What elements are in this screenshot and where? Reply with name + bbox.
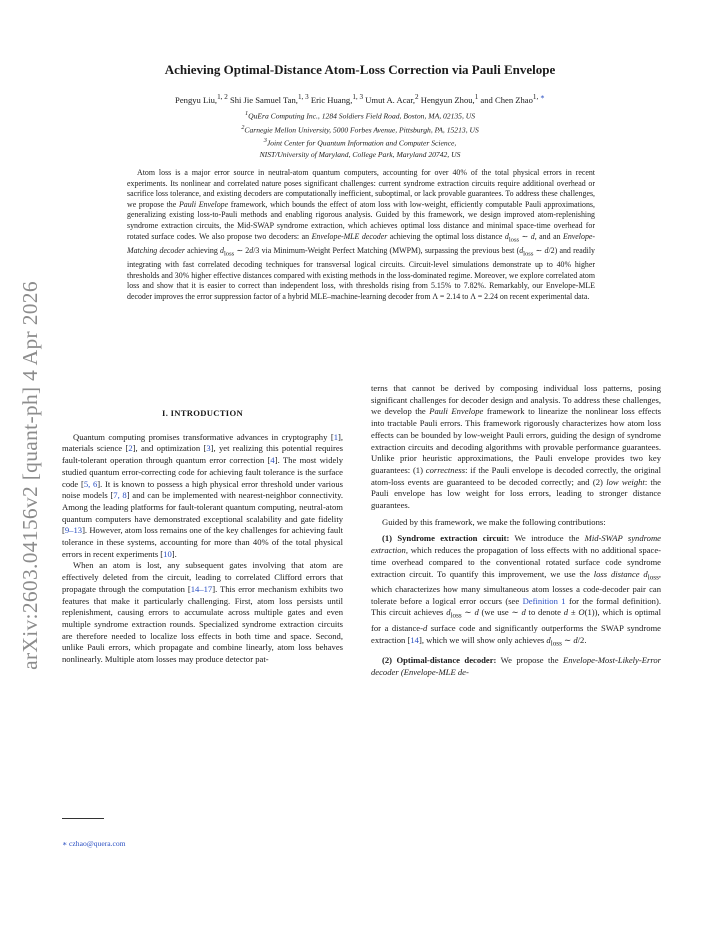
citation-link[interactable]: 1 [333,431,338,442]
right-column [371,383,661,678]
citation-link[interactable]: 14 [410,634,419,645]
section-heading: I. INTRODUCTION [162,408,243,418]
paragraph: (2) Optimal-distance decoder: We propose the Envelope-Most-Likely-Error decoder (Envelope-MLE de- [371,654,661,677]
arxiv-identifier [10,250,50,700]
citation-link[interactable]: 3 [206,443,211,454]
paragraph: (1) Syndrome extraction circuit: We introduce the Mid-SWAP syndrome extraction, which reduces the propagation of loss effects with no additional space-time overhead compared to the conventional rotated surface code syndrome extraction circuit. To quantify this improvement, we use the loss distance $d_{loss}$, which characterizes how many simultaneous atom losses a code-decoder pair can tolerate before a logical error occurs (see Definition 1 for the formal definition). This circuit achieves $d_{loss}$ ∼ d (we use ∼ d to denote d ± O(1)), which is optimal for a distance-d surface code and significantly outperforms the SWAP syndrome extraction [14], which we will show only achieves $d_{loss}$ ∼ d/2. [371,533,662,648]
citation-link[interactable]: 9–13 [64,525,83,536]
left-column [62,408,343,666]
affiliation-2: $^2$Carnegie Mellon University, 5000 Forbes Avenue, Pittsburgh, PA, 15213, US [241,123,479,135]
paragraph: terns that cannot be derived by composing individual loss patterns, posing significant challenges for decoder design and analysis. To address these challenges, we develop the Pauli Envelope framework to linearize the nonlinear loss effects into tractable Pauli errors. This framework rigorously characterizes how atom loss effects can be bounded by low-weight Pauli errors, guiding the design of syndrome extraction circuits and decoding algorithms with provable performance guarantees. Unlike prior heuristic approximations, the Pauli envelope provides two key guarantees: (1) correctness: if the Pauli envelope is decoded correctly, the original atom-loss events are guaranteed to be decoded correctly; and (2) low weight: the Pauli envelope has low weight for loss errors, leading to stronger distance guarantees. [371,383,661,511]
paragraph: Quantum computing promises transformative advances in cryptography [1], materials science [2], and optimization [3], yet realizing this potential requires fault-tolerant operation through quantum error correction [4]. The most widely studied quantum error-correcting code for achieving fault tolerance is the surface code [5, 6]. It is known to possess a high physical error threshold under various noise models [7, 8] and can be implemented with nearest-neighbor connectivity. Among the leading platforms for fault-tolerant quantum computing, neutral-atom quantum computers have demonstrated exceptional scalability and gate fidelity [9–13]. However, atom loss remains one of the key challenges for achieving fault tolerance in these systems, accounting for more than 40% of the total physical errors in recent experiments [10]. [62,431,344,559]
affiliations [100,108,620,160]
abstract: Atom loss is a major error source in neutral-atom quantum computers, accounting for over 40% of the total physical errors in recent experiments. Its nonlinear and correlated nature poses significant challenges: current syndrome extraction circuits require additional overhead or sacrifice loss tolerance, and existing decoders are computationally inefficient, suboptimal, or lack provable guarantees. To address these challenges, we propose the Pauli Envelope framework, which bounds the effect of atom loss with low-weight, efficiently computable Pauli approximations, generalizing existing loss-to-Pauli methods and enabling rigorous analysis. Guided by this framework, we design improved atom-replenishing syndrome extraction circuits, the Mid-SWAP syndrome extraction, which achieves optimal loss distance and minimal space-time overhead for rotated surface codes. We also propose two decoders: an Envelope-MLE decoder achieving the optimal loss distance $d_{loss}$ ∼ d, and an Envelope-Matching decoder achieving $d_{loss}$ ∼ 2d/3 via Minimum-Weight Perfect Matching (MWPM), surpassing the previous best ($d_{loss}$ ∼ d/2) and readily integrating with fast correlated decoding techniques for transversal logical circuits. Circuit-level simulations demonstrate up to 40% higher thresholds and 30% higher effective distances compared with existing methods in the loss-dominated regime. Moreover, we explore correlated atom loss and show that it is easier to correct than independent loss, with thresholds rising from 5.15% to 7.82%. Remarkably, our Envelope-MLE decoder improves the error suppression factor of a hybrid MLE–machine-learning decoder from Λ = 2.14 to Λ = 2.24 on recent experimental data. [127,168,596,301]
paragraph: Guided by this framework, we make the following contributions: [382,516,606,527]
citation-link[interactable]: 5, 6 [83,478,98,489]
citation-link[interactable]: 14–17 [190,583,213,594]
affiliation-3: $^3$Joint Center for Quantum Information and Computer Science, [263,137,457,148]
citation-link[interactable]: 10 [163,548,172,559]
paper-title: Achieving Optimal-Distance Atom-Loss Correction via Pauli Envelope [164,62,556,77]
paragraph: When an atom is lost, any subsequent gates involving that atom are effectively deleted from the circuit, leading to correlated Clifford errors that propagate through the computation [14–17]. This error mechanism exhibits two features that make it particularly challenging. First, atom loss persists until replenishment, causing errors to accumulate across multiple gates and even multiple syndrome extraction rounds. Specialized syndrome extraction circuits are therefore needed to localize loss effects in both time and space. Second, unlike Pauli errors, which propagate and combine linearly, atom loss behaves nonlinearly. Multiple atom losses may produce detector pat- [62,560,343,665]
author-list: Pengyu Liu,$^{1, 2}$ Shi Jie Samuel Tan,$^{1, 3}$ Eric Huang,$^{1, 3}$ Umut A. Acar,$^2$ Hengyun Zhou,$^1$ and Chen Zhao$^{1, ∗}$ [175,93,545,105]
affiliation-1: $^1$QuEra Computing Inc., 1284 Soldiers Field Road, Boston, MA, 02135, US [244,110,476,121]
affiliation-4: NIST/University of Maryland, College Park, Maryland 20742, US [259,149,461,159]
definition-link[interactable]: Definition 1 [522,595,566,606]
footnote-email[interactable]: ∗ czhao@quera.com [62,839,126,848]
arxiv-identifier-text: arXiv:2603.04156v2 [quant-ph] 4 Apr 2026 [17,280,42,670]
footnote-divider [62,818,104,819]
citation-link[interactable]: 2 [128,443,133,454]
citation-link[interactable]: 4 [270,455,275,466]
citation-link[interactable]: 7, 8 [113,490,127,501]
